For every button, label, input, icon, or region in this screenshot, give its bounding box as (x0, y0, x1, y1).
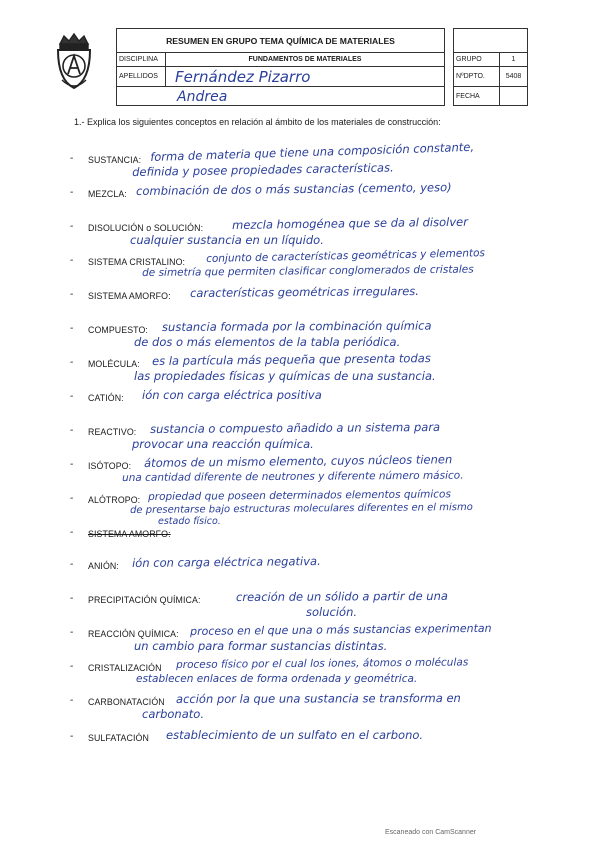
entry-answer-line1: propiedad que poseen determinados elementos químicos (148, 488, 451, 503)
entry-term: REACTIVO: (88, 427, 137, 437)
entry-answer-line2: de presentarse bajo estructuras moleculares diferentes en el mismo (130, 502, 473, 516)
entry-answer-line1: acción por la que una sustancia se transforma en (176, 691, 461, 706)
entry-term: SUSTANCIA: (88, 155, 142, 165)
entry-answer-line1: creación de un sólido a partir de una (236, 588, 448, 604)
entry-answer-line3: estado físico. (158, 516, 221, 527)
entry-term: MOLÉCULA: (88, 359, 140, 369)
page-title: RESUMEN EN GRUPO TEMA QUÍMICA DE MATERIALES (117, 29, 444, 53)
entry-term: CRISTALIZACIÓN (88, 663, 162, 673)
bullet-dash: - (70, 289, 74, 300)
entry-term: REACCIÓN QUÍMICA: (88, 629, 179, 639)
entry-term: CATIÓN: (88, 393, 124, 403)
bullet-dash: - (70, 627, 74, 638)
entry-term: ANIÓN: (88, 561, 119, 571)
entry-answer-line1: átomos de un mismo elemento, cuyos núcleos tienen (144, 452, 453, 470)
entry-term: ALÓTROPO: (88, 495, 141, 505)
disciplina-value: FUNDAMENTOS DE MATERIALES (248, 56, 362, 63)
fecha-row (454, 87, 527, 106)
ndpto-row (454, 67, 527, 87)
entry-answer-line1: características geométricas irregulares. (190, 284, 419, 300)
entry-answer-line2: solución. (306, 605, 358, 619)
bullet-dash: - (70, 493, 74, 504)
entry-answer-line1: establecimiento de un sulfato en el carbono. (166, 728, 424, 742)
question-prompt: 1.- Explica los siguientes conceptos en relación al ámbito de los materiales de construcción: (74, 117, 441, 127)
apellidos-label: APELLIDOS (117, 67, 166, 86)
bullet-dash: - (70, 153, 74, 164)
entry-answer-line1: forma de materia que tiene una composición constante, (150, 139, 475, 164)
entry-answer-line2: establecen enlaces de forma ordenada y geométrica. (136, 673, 418, 685)
grupo-row (454, 53, 527, 67)
ndpto-label: NºDPTO. (454, 67, 500, 86)
bullet-dash: - (70, 391, 74, 402)
ndpto-value: 5408 (505, 73, 522, 80)
entry-answer-line1: proceso en el que una o más sustancias experimentan (190, 621, 492, 638)
bullet-dash: - (70, 731, 74, 742)
apellidos-row (117, 67, 444, 87)
entry-answer-line1: mezcla homogénea que se da al disolver (232, 214, 468, 232)
entry-answer-line1: ión con carga eléctrica positiva (142, 388, 322, 402)
entry-answer-line1: combinación de dos o más sustancias (cemento, yeso) (136, 180, 452, 198)
info-table (453, 28, 528, 106)
entry-term: SULFATACIÓN (88, 733, 149, 743)
entry-answer-line1: conjunto de características geométricas y elementos (206, 247, 486, 265)
entry-answer-line1: sustancia o compuesto añadido a un sistema para (150, 419, 441, 436)
entry-answer-line2: definida y posee propiedades características. (132, 160, 394, 179)
fecha-value (500, 87, 527, 106)
disciplina-row (117, 53, 444, 67)
bullet-dash: - (70, 187, 74, 198)
bullet-dash: - (70, 425, 74, 436)
bullet-dash: - (70, 661, 74, 672)
bullet-dash: - (70, 695, 74, 706)
bullet-dash: - (70, 459, 74, 470)
entry-term: SISTEMA AMORFO: (88, 291, 171, 301)
entry-term-crossed-out: SISTEMA AMORFO: (88, 529, 171, 539)
entry-answer-line2: provocar una reacción química. (132, 437, 314, 451)
bullet-dash: - (70, 559, 74, 570)
entry-answer-line2: una cantidad diferente de neutrones y diferente número másico. (122, 469, 464, 484)
nombre-row (117, 87, 444, 106)
entry-answer-line1: ión con carga eléctrica negativa. (132, 554, 321, 570)
university-crest-logo (52, 30, 96, 92)
entry-answer-line2: de simetría que permiten clasificar conglomerados de cristales (142, 263, 474, 279)
entry-answer-line1: sustancia formada por la combinación química (162, 318, 432, 334)
disciplina-label: DISCIPLINA (117, 53, 166, 66)
bullet-dash: - (70, 323, 74, 334)
entry-answer-line1: es la partícula más pequeña que presenta todas (152, 351, 431, 368)
entry-term: DISOLUCIÓN o SOLUCIÓN: (88, 223, 204, 233)
entry-answer-line2: las propiedades físicas y químicas de una sustancia. (134, 369, 436, 383)
apellidos-handwritten: Fernández Pizarro (175, 68, 311, 86)
entry-term: COMPUESTO: (88, 325, 148, 335)
entry-answer-line2: cualquier sustancia en un líquido. (130, 233, 324, 247)
info-blank-row (454, 29, 527, 53)
fecha-label: FECHA (454, 87, 500, 106)
entry-term: CARBONATACIÓN (88, 697, 165, 707)
scanner-watermark: Escaneado con CamScanner (385, 829, 477, 836)
bullet-dash: - (70, 527, 74, 538)
grupo-label: GRUPO (454, 53, 500, 66)
entry-term: PRECIPITACIÓN QUÍMICA: (88, 595, 201, 605)
entry-answer-line1: proceso físico por el cual los iones, átomos o moléculas (176, 656, 469, 671)
entry-answer-line2: de dos o más elementos de la tabla periódica. (134, 335, 401, 349)
entry-answer-line2: un cambio para formar sustancias distintas. (134, 639, 388, 653)
entry-term: ISÓTOPO: (88, 461, 132, 471)
entry-term: SISTEMA CRISTALINO: (88, 257, 186, 267)
grupo-value: 1 (511, 56, 516, 63)
nombre-handwritten: Andrea (177, 89, 228, 105)
entry-answer-line2: carbonato. (142, 707, 204, 721)
bullet-dash: - (70, 255, 74, 266)
bullet-dash: - (70, 357, 74, 368)
entry-term: MEZCLA: (88, 189, 127, 199)
bullet-dash: - (70, 221, 74, 232)
header-table (116, 28, 445, 106)
bullet-dash: - (70, 593, 74, 604)
